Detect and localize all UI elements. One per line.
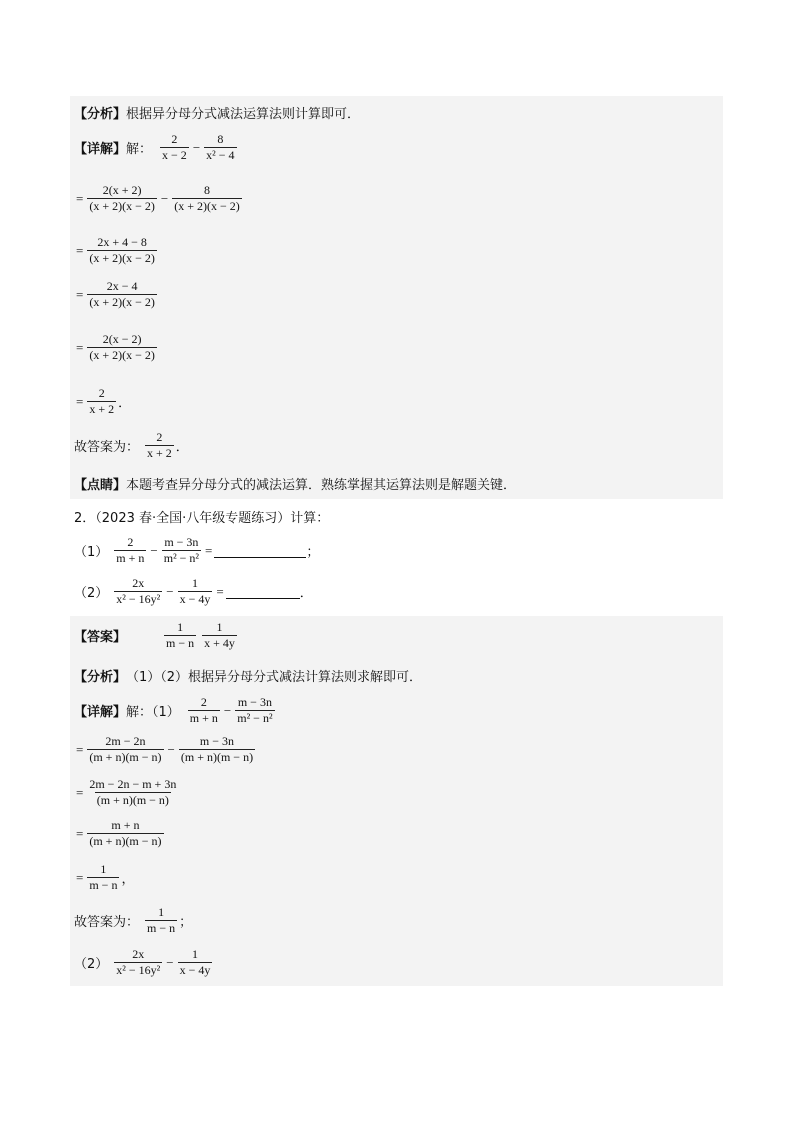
answer-line-2 xyxy=(74,905,723,936)
item-label: （2） xyxy=(74,957,109,972)
fraction: $\frac{m + n}{(m + n)(m - n)}$ xyxy=(89,818,162,848)
answer-blank[interactable] xyxy=(226,584,300,599)
fraction: $\frac{2}{x - 2}$ xyxy=(162,132,187,162)
step-line xyxy=(74,386,723,417)
minus-sign: − xyxy=(223,702,232,718)
step-line xyxy=(74,734,723,765)
fraction: $\frac{m - 3n}{\text{m² − n²}}$ xyxy=(237,695,273,725)
detail-line-2 xyxy=(74,695,723,726)
detail-tag: 【详解】 xyxy=(74,142,127,157)
minus-sign: − xyxy=(160,190,169,206)
answer-lead: 故答案为： xyxy=(74,915,140,930)
answer-blank[interactable] xyxy=(214,543,306,558)
detail-tag: 【详解】 xyxy=(74,705,127,720)
fraction: $\frac{m - 3n}{(m + n)(m - n)}$ xyxy=(180,734,254,764)
fraction: $\frac{2(x + 2)}{(x + 2)(x - 2)}$ xyxy=(89,183,155,213)
fraction: $\frac{8}{(x + 2)(x - 2)}$ xyxy=(174,183,240,213)
fraction: $\frac{1}{m - n}$ xyxy=(166,620,195,650)
comment-line xyxy=(74,474,723,493)
item-label: （2） xyxy=(74,586,109,601)
step-line xyxy=(74,279,723,310)
semicolon: ； xyxy=(179,915,193,930)
step-line xyxy=(74,818,723,849)
step-line xyxy=(74,183,723,214)
answer-line-1 xyxy=(74,430,723,461)
item-label: （1） xyxy=(74,545,109,560)
minus-sign: − xyxy=(150,542,158,558)
fraction: $\frac{2}{x + 2}$ xyxy=(147,430,172,460)
comma: ， xyxy=(121,872,135,887)
question-title xyxy=(74,507,723,526)
equals-sign: = xyxy=(76,869,84,885)
step-line xyxy=(74,332,723,363)
equals-sign: = xyxy=(216,583,224,599)
detail-item-2 xyxy=(74,947,723,978)
equals-sign: = xyxy=(76,286,84,302)
step-line xyxy=(74,777,723,808)
analysis-text: （1）（2）根据异分母分式减法计算法则求解即可． xyxy=(126,670,423,685)
equals-sign: = xyxy=(76,242,84,258)
fraction: $\frac{2m - 2n - m + 3n}{(m + n)(m - n)}$ xyxy=(89,777,177,807)
detail-lead: 解：（1） xyxy=(126,705,180,720)
fraction: $\frac{1}{m - n}$ xyxy=(89,862,118,892)
period: ． xyxy=(118,396,132,411)
analysis-line-1 xyxy=(74,103,723,122)
fraction: $\frac{2x - 4}{(x + 2)(x - 2)}$ xyxy=(89,279,155,309)
equals-sign: = xyxy=(76,190,84,206)
minus-sign: − xyxy=(192,139,201,155)
equals-sign: = xyxy=(76,393,84,409)
comment-tag: 【点睛】 xyxy=(74,478,127,493)
comment-text: 本题考查异分母分式的减法运算．熟练掌握其运算法则是解题关键． xyxy=(126,478,517,493)
answer-lead: 故答案为： xyxy=(74,440,140,455)
analysis-line-2 xyxy=(74,666,723,685)
equals-sign: = xyxy=(76,339,84,355)
semicolon: ； xyxy=(306,545,320,560)
analysis-tag: 【分析】 xyxy=(74,670,127,685)
detail-lead: 解： xyxy=(126,142,153,157)
fraction: $\frac{8}{\text{x² − 4}}$ xyxy=(206,132,235,162)
step-line xyxy=(74,862,723,893)
fraction: $\frac{2(x - 2)}{(x + 2)(x - 2)}$ xyxy=(89,332,155,362)
fraction: $\frac{2}{m + n}$ xyxy=(116,535,145,565)
fraction: $\frac{2x + 4 - 8}{(x + 2)(x - 2)}$ xyxy=(89,235,155,265)
fraction: $\frac{2}{x + 2}$ xyxy=(89,386,115,416)
fraction: $\frac{1}{x - 4y}$ xyxy=(179,576,211,606)
period: ． xyxy=(299,586,313,601)
equals-sign: = xyxy=(76,825,84,841)
question-item-2 xyxy=(74,576,723,607)
period: ． xyxy=(175,440,189,455)
equals-sign: = xyxy=(76,741,84,757)
answer-tag-line xyxy=(74,620,723,651)
minus-sign: − xyxy=(166,583,174,599)
analysis-text: 根据异分母分式减法运算法则计算即可． xyxy=(126,107,361,122)
fraction: $\frac{1}{m - n}$ xyxy=(147,905,176,935)
minus-sign: − xyxy=(166,954,174,970)
minus-sign: − xyxy=(167,741,175,757)
fraction: $\frac{1}{x - 4y}$ xyxy=(179,947,211,977)
fraction: $\frac{1}{x + 4y}$ xyxy=(204,620,235,650)
step-line xyxy=(74,235,723,266)
fraction: $\frac{2m - 2n}{(m + n)(m - n)}$ xyxy=(89,734,162,764)
fraction: $\frac{2x}{\text{x² − 16y²}}$ xyxy=(116,947,161,977)
equals-sign: = xyxy=(205,542,213,558)
fraction: $\frac{m - 3n}{\text{m² − n²}}$ xyxy=(163,535,200,565)
question-title-text: 2．（2023 春·全国·八年级专题练习）计算： xyxy=(74,511,330,526)
fraction: $\frac{2x}{\text{x² − 16y²}}$ xyxy=(116,576,161,606)
answer-tag: 【答案】 xyxy=(74,630,127,645)
analysis-tag: 【分析】 xyxy=(74,107,127,122)
equals-sign: = xyxy=(76,784,84,800)
question-item-1 xyxy=(74,535,723,566)
detail-line-1 xyxy=(74,132,723,163)
fraction: $\frac{2}{m + n}$ xyxy=(189,695,218,725)
